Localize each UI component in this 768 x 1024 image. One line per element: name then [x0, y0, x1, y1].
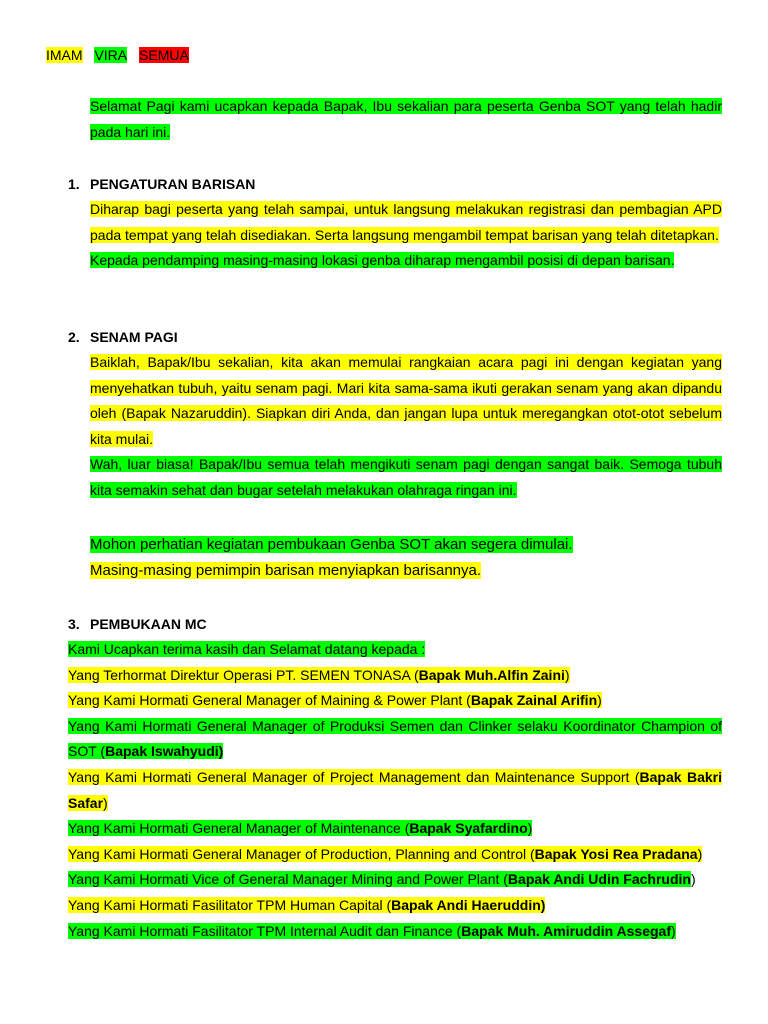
section-3-body	[68, 637, 722, 944]
announcement-line-2: Masing-masing pemimpin barisan menyiapkan barisannya.	[90, 562, 482, 579]
greeting-row-9	[68, 923, 676, 939]
greeting-4-close: )	[103, 794, 108, 811]
greeting-2-title: Yang Kami Hormati General Manager of Maining & Power Plant (	[68, 692, 471, 709]
greeting-8-name: Bapak Andi Haeruddin)	[391, 896, 546, 913]
greeting-6-title: Yang Kami Hormati General Manager of Production, Planning and Control (	[68, 845, 535, 862]
greeting-5-title: Yang Kami Hormati General Manager of Maintenance (	[68, 820, 410, 837]
greeting-row-8	[68, 897, 545, 913]
greeting-7-close: )	[690, 871, 696, 888]
greeting-7-name: Bapak Andi Udin Fachrudin	[507, 871, 691, 888]
section-2-title: SENAM PAGI	[90, 329, 178, 345]
section-2-paragraph-1: Baiklah, Bapak/Ibu sekalian, kita akan memulai rangkaian acara pagi ini dengan kegiatan yang menyehatkan tubuh, yaitu senam pagi. Mari kita sama-sama ikuti gerakan senam yang akan dipandu oleh (Bapak Nazaruddin). Siapkan diri Anda, dan jangan lupa untuk meregangkan otot-otot sebelum kita mulai.	[90, 354, 722, 447]
greeting-5-name: Bapak Syafardino	[409, 820, 528, 837]
greeting-row-4	[68, 769, 722, 811]
greeting-4-title: Yang Kami Hormati General Manager of Project Management dan Maintenance Support (	[68, 768, 640, 785]
section-3-title: PEMBUKAAN MC	[90, 616, 207, 632]
greeting-row-3	[68, 718, 722, 760]
greeting-row-5	[68, 820, 532, 836]
section-3-heading	[68, 614, 207, 634]
greeting-3-name: Bapak Iswahyudi)	[105, 743, 224, 760]
greeting-9-name: Bapak Muh. Amiruddin Assegaf	[461, 922, 671, 939]
legend-vira: VIRA	[94, 47, 128, 63]
legend-semua: SEMUA	[139, 47, 189, 63]
section-2-number: 2.	[68, 329, 80, 345]
section-1-paragraph-1: Diharap bagi peserta yang telah sampai, untuk langsung melakukan registrasi dan pembagian APD pada tempat yang telah disediakan. Serta langsung mengambil tempat barisan yang telah ditetapkan.	[90, 201, 722, 243]
greeting-4-name: Bapak Bakri Safar	[68, 768, 723, 811]
greeting-row-1	[68, 667, 570, 683]
section-2-heading	[68, 327, 178, 347]
greeting-8-title: Yang Kami Hormati Fasilitator TPM Human Capital (	[68, 896, 392, 913]
greeting-1-name: Bapak Muh.Alfin Zaini	[418, 666, 565, 683]
section-1-number: 1.	[68, 176, 80, 192]
opening-line: Kami Ucapkan terima kasih dan Selamat datang kepada :	[68, 641, 426, 657]
greeting-9-close: )	[671, 922, 676, 939]
section-2-paragraph-2: Wah, luar biasa! Bapak/Ibu semua telah mengikuti senam pagi dengan sangat baik. Semoga tubuh kita semakin sehat dan bugar setelah melakukan olahraga ringan ini.	[90, 456, 722, 498]
section-2-body	[90, 350, 722, 504]
greeting-1-close: )	[564, 666, 570, 683]
greeting-2-name: Bapak Zainal Arifin	[470, 692, 598, 709]
section-1-paragraph-2: Kepada pendamping masing-masing lokasi genba diharap mengambil posisi di depan barisan.	[90, 252, 675, 269]
greeting-5-close: )	[527, 820, 533, 837]
section-1-body	[90, 197, 722, 274]
greeting-2-close: )	[597, 692, 602, 709]
greeting-6-close: )	[697, 845, 703, 862]
greeting-row-7	[68, 871, 691, 887]
speaker-legend	[46, 46, 197, 64]
intro-paragraph	[90, 94, 722, 145]
section-3-number: 3.	[68, 616, 80, 632]
announcement-line-1: Mohon perhatian kegiatan pembukaan Genba SOT akan segera dimulai.	[90, 536, 573, 553]
greeting-1-title: Yang Terhormat Direktur Operasi PT. SEMEN TONASA (	[68, 666, 419, 683]
section-1-heading	[68, 174, 255, 194]
greeting-row-6	[68, 846, 702, 862]
announcement	[90, 532, 573, 584]
greeting-9-title: Yang Kami Hormati Fasilitator TPM Internal Audit dan Finance (	[68, 922, 462, 939]
greeting-3-title: Yang Kami Hormati General Manager of Produksi Semen dan Clinker selaku Koordinator Champion of SOT (	[68, 717, 722, 760]
greeting-row-2	[68, 692, 602, 708]
legend-imam: IMAM	[46, 47, 83, 63]
greeting-7-title: Yang Kami Hormati Vice of General Manager Mining and Power Plant (	[68, 871, 508, 888]
intro-text: Selamat Pagi kami ucapkan kepada Bapak, Ibu sekalian para peserta Genba SOT yang telah hadir pada hari ini.	[90, 98, 722, 140]
greeting-6-name: Bapak Yosi Rea Pradana	[534, 845, 698, 862]
section-1-title: PENGATURAN BARISAN	[90, 176, 256, 192]
